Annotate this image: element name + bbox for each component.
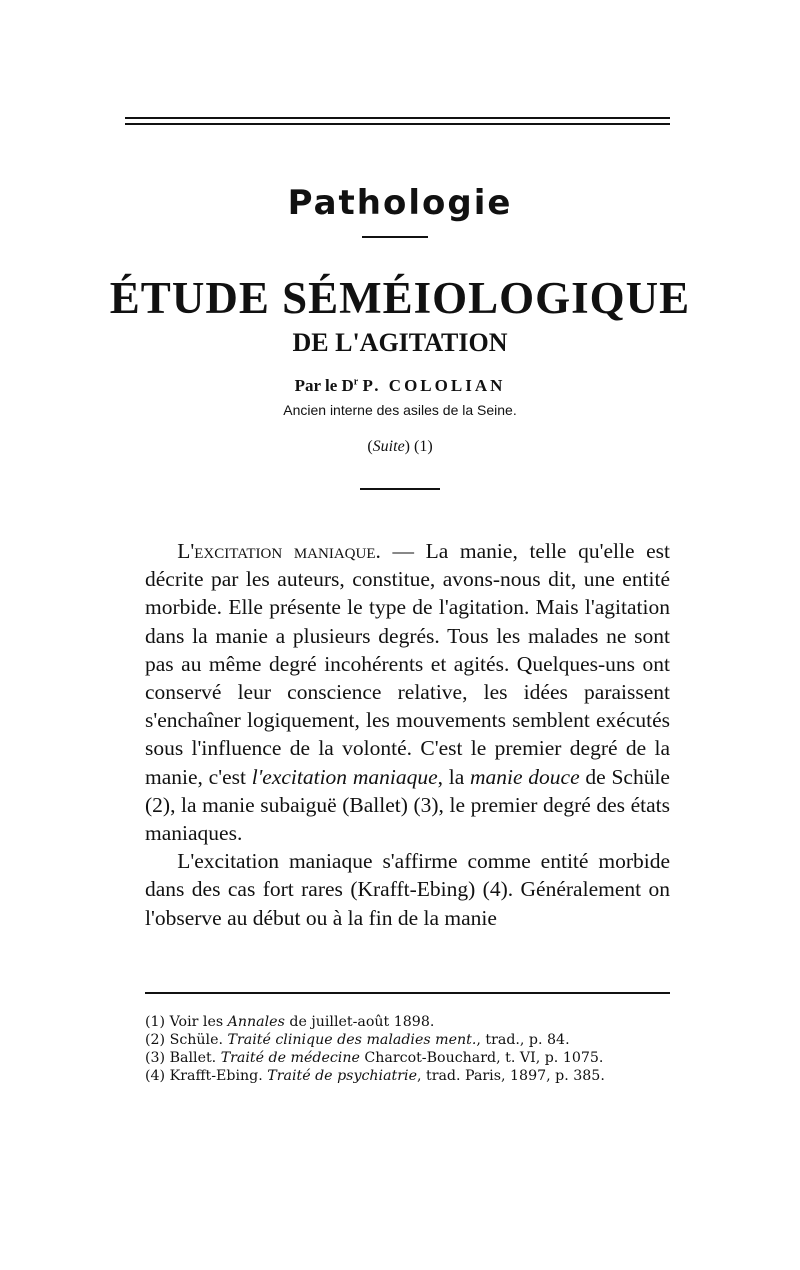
header-double-rule-bottom xyxy=(125,123,670,125)
footnote-3: (3) Ballet. Traité de médecine Charcot-Bouchard, t. VI, p. 1075. xyxy=(145,1050,604,1066)
title-divider xyxy=(362,236,428,238)
footnote-2: (2) Schüle. Traité clinique des maladies ment., trad., p. 84. xyxy=(145,1032,570,1048)
section-title: Pathologie xyxy=(287,183,513,223)
article-subtitle: DE L'AGITATION xyxy=(292,328,508,357)
paragraph-2: L'excitation maniaque s'affirme comme entité morbide dans des cas fort rares (Krafft-Ebing) (4). Généralement on l'observe au début ou à la fin de la manie xyxy=(145,849,670,930)
byline-dr-superscript: r xyxy=(353,376,359,388)
continuation-note: (Suite) (1) xyxy=(367,438,433,455)
footnote-1: (1) Voir les Annales de juillet-août 1898. xyxy=(145,1014,435,1030)
header-double-rule-top xyxy=(125,117,670,119)
author-byline xyxy=(0,376,800,396)
paragraph-heading: L'excitation maniaque. xyxy=(177,539,381,563)
paragraph-1: L'excitation maniaque. — La manie, telle qu'elle est décrite par les auteurs, constitue, avons-nous dit, une entité morbide. Elle présente le type de l'agitation. Mais l'agitation dans la manie a plusieurs degrés. Tous les malades ne sont pas au même degré incohérents et agités. Quelques-uns ont conservé leur conscience relative, les idées paraissent s'enchaîner logiquement, les mouvements semblent exécutés sous l'influence de la volonté. C'est le premier degré de la manie, c'est l'excitation maniaque, la manie douce de Schüle (2), la manie subaiguë (Ballet) (3), le premier degré des états maniaques. xyxy=(145,539,670,846)
section-divider xyxy=(360,488,440,490)
author-name: P. COLOLIAN xyxy=(362,376,506,395)
suite-word: Suite xyxy=(372,438,405,455)
byline-prefix: Par le D xyxy=(294,376,354,395)
suite-footnote-ref: (1) xyxy=(414,438,433,455)
footnote-rule xyxy=(145,992,670,994)
footnotes xyxy=(145,1013,670,1085)
footnote-4: (4) Krafft-Ebing. Traité de psychiatrie, trad. Paris, 1897, p. 385. xyxy=(145,1068,605,1084)
article-title: ÉTUDE SÉMÉIOLOGIQUE xyxy=(109,273,691,323)
author-affiliation: Ancien interne des asiles de la Seine. xyxy=(283,402,517,418)
article-body xyxy=(145,537,670,932)
